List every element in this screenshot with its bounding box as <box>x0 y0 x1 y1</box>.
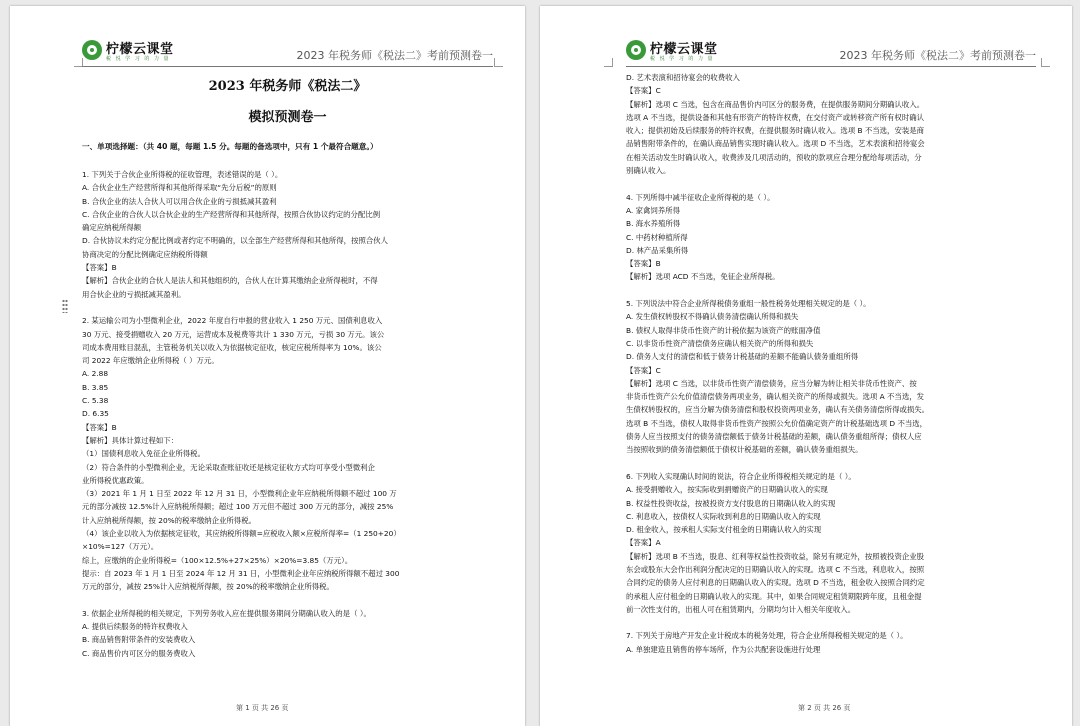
margin-corner-mark <box>494 58 503 67</box>
text-line: 生债权转股权的，应当分解为债务清偿和股权投资两项业务，确认有关债务清偿所得或损失。 <box>626 405 930 415</box>
brand-name: 柠檬云课堂 <box>106 42 174 57</box>
text-line: 计入应纳税所得额，按 20%的税率缴纳企业所得税。 <box>82 515 256 525</box>
header-title: 2023 年税务师《税法二》考前预测卷一 <box>839 49 1036 62</box>
text-line: A. 接受捐赠收入，按实际收到捐赠资产的日期确认收入的实现 <box>626 485 828 495</box>
text-line: 收入；提供初始及后续服务的特许权费，在提供服务时确认收入。选项 B 不当选，安装是商 <box>626 126 925 136</box>
margin-corner-mark <box>604 58 613 67</box>
text-line: 2. 某运输公司为小型微利企业，2022 年度自行申报的营业收入 1 250 万元、国债利息收入 <box>82 316 383 326</box>
text-line: 合同约定的债务人应付利息的日期确认收入的实现。选项 D 不当选，租金收入按照合同约定 <box>626 578 925 588</box>
text-line: 前一次性支付的，出租人可在租赁期内，分期均匀计入相关年度收入。 <box>626 604 856 614</box>
lemon-icon <box>82 40 102 60</box>
text-line: C. 合伙企业的合伙人以合伙企业的生产经营所得和其他所得，按照合伙协议约定的分配比例 <box>82 209 381 219</box>
text-line: 综上，应缴纳的企业所得税=（100×12.5%+27×25%）×20%=3.85（万元）。 <box>82 555 353 565</box>
brand-slogan: 税 悦 学 习 的 力 量 <box>650 56 715 62</box>
text-line: （1）国债利息收入免征企业所得税。 <box>82 449 205 459</box>
paragraph-spacer <box>626 177 1036 190</box>
text-line: 5. 下列说法中符合企业所得税债务重组一般性税务处理相关规定的是（ ）。 <box>626 299 871 309</box>
paragraph-spacer <box>626 284 1036 297</box>
text-line: （4）该企业以收入为依据核定征收，其应纳税所得额=应税收入额×应税所得率=（1 250+20） <box>82 529 401 539</box>
text-line: B. 商品销售附带条件的安装费收入 <box>82 635 196 645</box>
text-line: D. 租金收入，按承租人实际支付租金的日期确认收入的实现 <box>626 525 822 535</box>
text-line: 【答案】A <box>626 538 661 548</box>
text-line: 7. 下列关于房地产开发企业计税成本的税务处理，符合企业所得税相关规定的是（ ）。 <box>626 631 908 641</box>
brand-slogan: 税 悦 学 习 的 力 量 <box>106 56 171 62</box>
block-drag-handle-icon[interactable] <box>62 299 68 313</box>
text-line: C. 以非货币性资产清偿债务应确认相关资产的所得和损失 <box>626 338 814 348</box>
text-line: 司 2022 年应缴纳企业所得税（ ）万元。 <box>82 356 219 366</box>
text-line: B. 3.85 <box>82 382 109 392</box>
page-number: 第 2 页 共 26 页 <box>798 704 851 712</box>
text-line: A. 2.88 <box>82 369 109 379</box>
document-title: 2023 年税务师《税法二》 <box>208 79 367 94</box>
page-body <box>82 168 493 660</box>
text-line: A. 发生债权转股权不得确认债务清偿确认所得和损失 <box>626 312 799 322</box>
text-line: A. 合伙企业生产经营所得和其他所得采取“先分后税”的原则 <box>82 183 277 193</box>
text-line: 的承租人应付租金的日期确认收入的实现。其中，如果合同规定租赁期限跨年度，且租金提 <box>626 591 922 601</box>
text-line: 选项 A 不当选，提供设备和其他有形资产的特许权费，在交付资产或转移资产所有权时确认 <box>626 112 924 122</box>
text-line: 1. 下列关于合伙企业所得税的征收管理，表述错误的是（ ）。 <box>82 170 283 179</box>
text-line: 债务人应当按照支付的债务清偿额低于债务计税基础的差额，确认债务重组所得；债权人应 <box>626 432 922 442</box>
text-line: 在相关活动发生时确认收入，收费涉及几项活动的，预收的款项应合理分配给每项活动，分 <box>626 152 922 162</box>
text-line: D. 艺术表演和招待宴会的收费收入 <box>626 73 740 82</box>
text-line: 【解析】具体计算过程如下： <box>82 435 179 445</box>
text-line: D. 6.35 <box>82 409 109 419</box>
text-line: C. 5.38 <box>82 396 109 406</box>
text-line: 司成本费用账目混乱，主管税务机关以收入为依据核定征收，核定应税所得率为 10%。该公 <box>82 342 382 352</box>
text-line: B. 合伙企业的法人合伙人可以用合伙企业的亏损抵减其盈利 <box>82 196 277 206</box>
text-line: B. 海水养殖所得 <box>626 219 681 229</box>
text-line: 万元的部分，减按 25%计入应纳税所得额，按 20%的税率缴纳企业所得税。 <box>82 582 334 592</box>
text-line: 非货币性资产公允价值清偿债务两项业务，确认相关资产的所得或损失。选项 A 不当选，发 <box>626 392 924 402</box>
text-line: 【解析】选项 ACD 不当选，免征企业所得税。 <box>626 272 780 282</box>
margin-corner-mark <box>1041 58 1050 67</box>
text-line: 【答案】C <box>626 86 661 96</box>
paragraph-spacer <box>82 301 493 314</box>
text-line: D. 合伙协议未约定分配比例或者约定不明确的，以全部生产经营所得和其他所得，按照合伙人 <box>82 236 389 246</box>
text-line: B. 债权人取得非货币性资产的计税依据为该资产的账面净值 <box>626 325 821 335</box>
text-line: 元的部分减按 12.5%计入应纳税所得额；超过 100 万元但不超过 300 万元的部分，减按 25% <box>82 502 394 512</box>
text-line: 【解析】合伙企业的合伙人是法人和其他组织的，合伙人在计算其缴纳企业所得税时，不得 <box>82 276 378 286</box>
text-line: 选项 B 不当选，债权人取得非货币性资产按照公允价值确定资产的计税基础选项 D 不当选， <box>626 418 928 428</box>
text-line: ×10%=127（万元）。 <box>82 542 159 552</box>
text-line: A. 单独建造且销售的停车场所，作为公共配套设施进行处理 <box>626 644 821 654</box>
text-line: 30 万元、接受捐赠收入 20 万元，运营成本及税费等共计 1 330 万元，亏损 30 万元。该公 <box>82 329 385 339</box>
text-line: 【答案】B <box>82 422 117 432</box>
page-header <box>626 18 1036 67</box>
text-line: 品销售附带条件的，在确认商品销售实现时确认收入。选项 D 不当选，艺术表演和招待宴会 <box>626 139 925 149</box>
document-subtitle: 模拟预测卷一 <box>248 110 327 125</box>
header-title: 2023 年税务师《税法二》考前预测卷一 <box>296 49 493 62</box>
text-line: A. 提供后续服务的特许权费收入 <box>82 622 188 632</box>
text-line: 协商决定的分配比例确定应纳税所得额 <box>82 249 208 259</box>
text-line: 用合伙企业的亏损抵减其盈利。 <box>82 289 186 299</box>
paragraph-spacer <box>82 594 493 607</box>
text-line: 【答案】C <box>626 365 661 375</box>
text-line: 【答案】B <box>626 259 661 269</box>
text-line: 3. 依据企业所得税的相关规定，下列劳务收入应在提供服务期间分期确认收入的是（ ）。 <box>82 608 371 618</box>
text-line: C. 商品售价内可区分的服务费收入 <box>82 648 196 658</box>
lemon-icon <box>626 40 646 60</box>
text-line: （2）符合条件的小型微利企业，无论采取查账征收还是核定征收方式均可享受小型微利企 <box>82 462 375 472</box>
text-line: （3）2021 年 1 月 1 日至 2022 年 12 月 31 日，小型微利企业年应纳税所得额不超过 100 万 <box>82 489 397 499</box>
text-line: D. 林产品采集所得 <box>626 245 689 255</box>
text-line: 【答案】B <box>82 263 117 273</box>
paragraph-spacer <box>626 616 1036 629</box>
text-line: B. 权益性投资收益，按被投资方支付股息的日期确认收入的实现 <box>626 498 836 508</box>
document-page-1 <box>10 6 525 726</box>
text-line: A. 家禽饲养所得 <box>626 205 680 215</box>
text-line: 4. 下列所得中减半征收企业所得税的是（ ）。 <box>626 192 775 202</box>
text-line: 提示：自 2023 年 1 月 1 日至 2024 年 12 月 31 日，小型微利企业年应纳税所得额不超过 300 <box>82 568 400 578</box>
page-content <box>626 18 1036 726</box>
text-line: 确定应纳税所得额 <box>82 223 142 233</box>
text-line: 东会或股东大会作出利润分配决定的日期确认收入的实现。选项 C 不当选，利息收入，按照 <box>626 564 925 574</box>
text-line: 业所得税优惠政策。 <box>82 475 149 485</box>
page-header <box>82 18 493 67</box>
text-line: D. 债务人支付的清偿和低于债务计税基础的差额不能确认债务重组所得 <box>626 352 859 362</box>
text-line: 【解析】选项 C 当选，包含在商品售价内可区分的服务费，在提供服务期间分期确认收入。 <box>626 99 925 109</box>
paragraph-spacer <box>626 457 1036 470</box>
document-page-2 <box>540 6 1072 726</box>
page-number: 第 1 页 共 26 页 <box>236 704 289 712</box>
text-line: 当按照收到的债务清偿额低于债权计税基础的差额，确认债务重组损失。 <box>626 445 863 455</box>
page-content <box>82 18 493 726</box>
text-line: 6. 下列收入实现确认时间的说法，符合企业所得税相关规定的是（ ）。 <box>626 471 856 481</box>
page-body <box>626 71 1036 656</box>
brand-name: 柠檬云课堂 <box>650 42 718 57</box>
text-line: C. 中药材种植所得 <box>626 232 688 242</box>
section-heading: 一、单项选择题：（共 40 题，每题 1.5 分。每题的备选项中，只有 1 个最符合题意。） <box>82 142 378 151</box>
text-line: C. 利息收入，按债权人实际收到利息的日期确认收入的实现 <box>626 511 821 521</box>
text-line: 别确认收入。 <box>626 166 671 176</box>
text-line: 【解析】选项 C 当选，以非货币性资产清偿债务，应当分解为转让相关非货币性资产、按 <box>626 378 917 388</box>
text-line: 【解析】选项 B 不当选，股息、红利等权益性投资收益，除另有规定外，按照被投资企业股 <box>626 551 925 561</box>
